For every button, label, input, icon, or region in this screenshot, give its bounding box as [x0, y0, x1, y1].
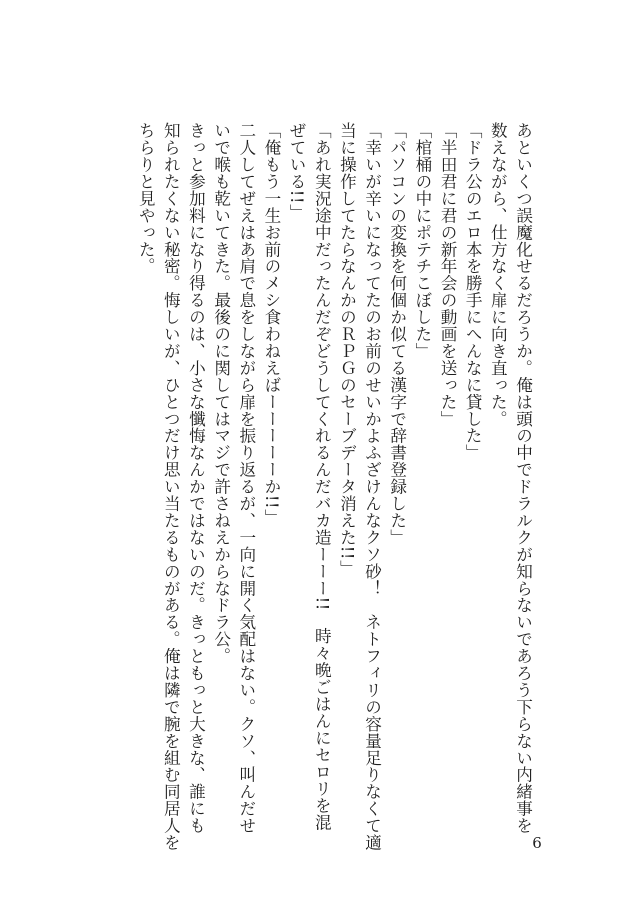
text-line-12: 二人してぜえはあ肩で息をしながら扉を振り返るが、一向に開く気配はない。クソ、叫んだせ [236, 122, 256, 834]
text-line-16: ちらりと見やった。 [136, 122, 156, 275]
text-line-14: きっと参加料になり得るのは、小さな懺悔なんかではないのだ。きっともっと大きな、誰にも [186, 122, 206, 834]
page-number: 6 [532, 834, 542, 852]
text-line-7: 「幸いが辛いになってたのお前のせいかよふざけんなクソ砂！ ネトフィリの容量足りなくて適 [362, 122, 382, 851]
text-line-2: 数えながら、仕方なく扉に向き直った。 [488, 122, 508, 428]
text-line-15: 知られたくない秘密。悔しいが、ひとつだけ思い当たるものがある。俺は隣で腕を組む同居人を [161, 122, 181, 851]
text-line-10: ぜている!!」 [287, 122, 307, 221]
vertical-text-body [133, 122, 536, 851]
text-line-4: 「半田君に君の新年会の動画を送った」 [438, 122, 458, 428]
text-line-8: 当に操作してたらなんかのＲＰＧのセーブデータ消えた!!」 [337, 122, 357, 577]
text-line-6: 「パソコンの変換を何個か似てる漢字で辞書登録した」 [387, 122, 407, 546]
text-line-5: 「棺桶の中にポテチこぼした」 [412, 122, 432, 360]
text-line-3: 「ドラ公のエロ本を勝手にへんなに貸した」 [463, 122, 483, 461]
text-line-11: 「俺もう一生お前のメシ食わねえばーーーーーか!!」 [261, 122, 281, 526]
text-line-1: あといくつ誤魔化せるだろうか。俺は頭の中でドラルクが知らないであろう下らない内緒事を [513, 122, 533, 834]
text-line-9: 「あれ実況途中だったんだぞどうしてくれるんだバカ造ーーー!! 時々晩ごはんにセロリを混 [312, 122, 332, 831]
text-line-13: いで喉も乾いてきた。最後のに関してはマジで許さねえからなドラ公。 [211, 122, 231, 665]
